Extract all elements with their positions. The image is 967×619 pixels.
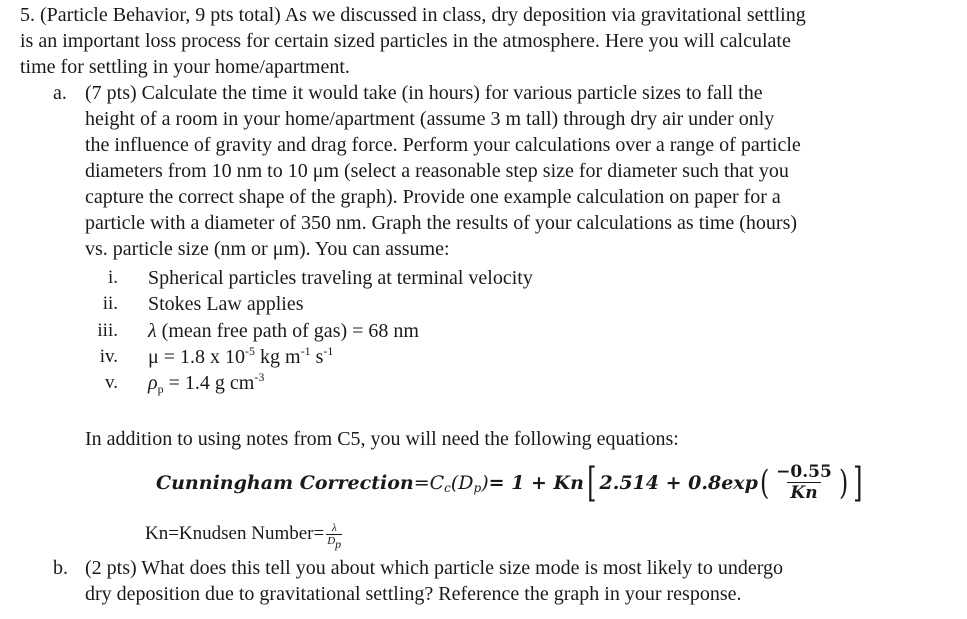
rho-symbol: ρ [148,372,158,394]
assumption-item [148,344,333,370]
fraction-denominator: Kn [787,482,820,503]
part-b-line: dry deposition due to gravitational settling? Reference the graph in your response. [85,583,742,605]
exponent: -1 [300,344,311,358]
cunningham-equation [156,459,866,512]
part-a-line: capture the correct shape of the graph). Provide one example calculation on paper for a [85,186,781,208]
question-line-2: is an important loss process for certain sized particles in the atmosphere. Here you will calculate [20,30,791,52]
knudsen-numerator: λ [331,521,337,534]
density-text: = 1.4 g cm [163,372,255,394]
assumption-numeral: iv. [99,346,118,367]
assumption-numeral: iii. [97,320,118,341]
bracket-close: ] [853,459,863,506]
part-a-line: the influence of gravity and drag force. Perform your calculations over a range of particle [85,134,801,156]
equation-inner: 2.514 + 0.8exp [599,471,758,494]
knudsen-definition [145,521,342,551]
assumption-numeral: i. [107,267,118,288]
assumption-item [148,318,419,344]
paren-open: ( [759,462,770,503]
unit-text: kg m [255,346,301,368]
part-a-line: (7 pts) Calculate the time it would take (in hours) for various particle sizes to fall the [85,82,763,104]
question-line-3: time for settling in your home/apartment. [20,56,350,78]
part-a-line: height of a room in your home/apartment (assume 3 m tall) through dry air under only [85,108,775,130]
part-a-line: diameters from 10 nm to 10 μm (select a reasonable step size for diameter such that you [85,160,789,182]
equals-sign: = [413,471,430,494]
part-b-label: b. [53,557,68,579]
assumption-numeral: v. [104,372,118,393]
equation-rhs-start: = 1 + Kn [488,471,584,494]
equation-lhs: Cunningham Correction [156,471,414,494]
subscript: p [157,382,164,396]
assumption-item: Spherical particles traveling at terminal velocity [148,267,533,289]
paren-close: ) [838,462,849,503]
exponent: -1 [323,344,334,358]
knudsen-denominator: $D_p$ [327,534,342,551]
assumption-numeral: ii. [102,293,118,314]
part-b-line: (2 pts) What does this tell you about which particle size mode is most likely to undergo [85,557,784,579]
knudsen-fraction [326,521,342,551]
knudsen-text: Kn=Knudsen Number= [145,523,325,544]
question-line-1: 5. (Particle Behavior, 9 pts total) As we discussed in class, dry deposition via gravitational settling [20,4,806,26]
bracket-open: [ [587,459,597,506]
unit-text: s [310,346,324,368]
fraction-numerator: −0.55 [776,462,832,482]
viscosity-text: μ = 1.8 x 10 [148,346,246,368]
assumption-item: Stokes Law applies [148,293,304,315]
dp-arg: $(D_p)$ [450,472,489,495]
cc-symbol: $C_c$ [429,472,451,495]
part-a-label: a. [53,82,67,104]
exponent: -3 [254,370,265,384]
lambda-symbol: λ [148,320,157,342]
exp-fraction [773,462,835,503]
part-a-line: particle with a diameter of 350 nm. Graph the results of your calculations as time (hours) [85,212,798,234]
exponent: -5 [245,344,256,358]
assumption-item [148,370,264,396]
part-a-line: vs. particle size (nm or μm). You can assume: [85,238,450,260]
equations-intro: In addition to using notes from C5, you will need the following equations: [85,428,679,450]
assumption-text: (mean free path of gas) = 68 nm [156,320,419,342]
